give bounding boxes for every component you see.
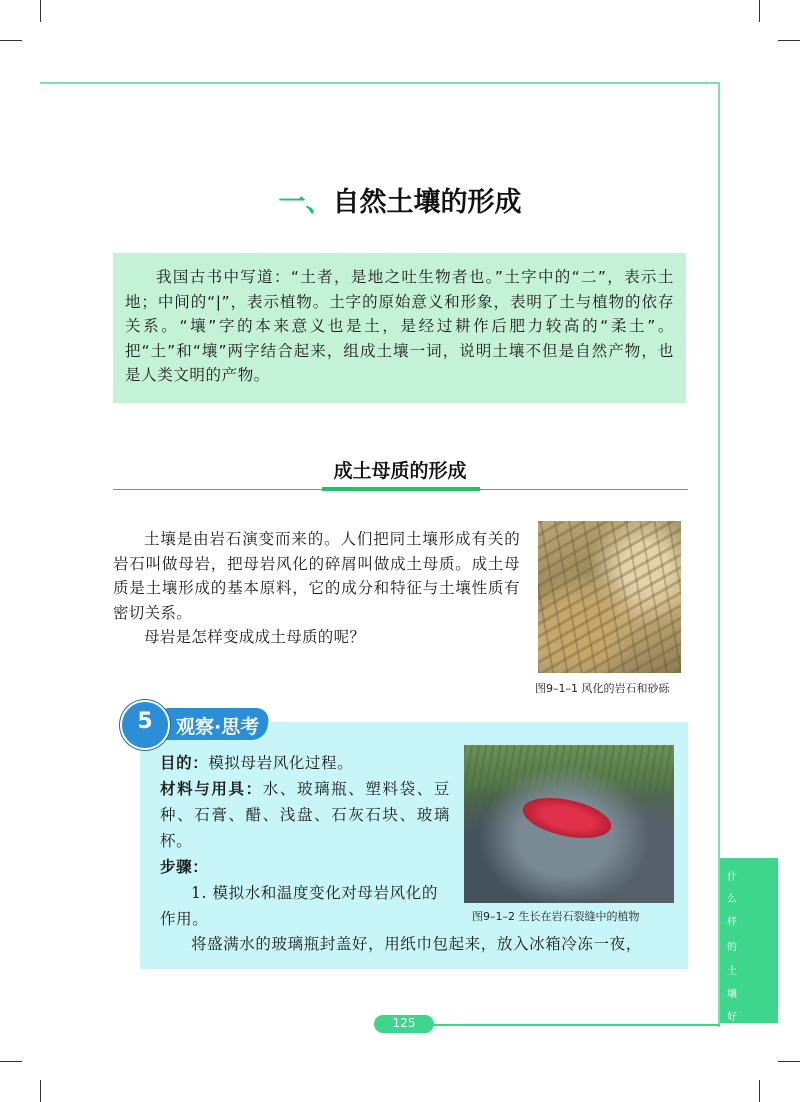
purpose-text: 模拟母岩风化过程。 bbox=[208, 754, 354, 772]
side-tab-char: 么 bbox=[727, 894, 737, 905]
steps-label: 步骤： bbox=[160, 858, 209, 876]
microscope-icon bbox=[120, 700, 170, 750]
crop-mark bbox=[40, 1080, 41, 1102]
crop-mark bbox=[40, 0, 41, 22]
figure-caption: 图9–1–2 生长在岩石裂缝中的植物 bbox=[472, 910, 640, 923]
step-1-detail: 将盛满水的玻璃瓶封盖好，用纸巾包起来，放入冰箱冷冻一夜， bbox=[191, 935, 642, 953]
side-tab-char: 的 bbox=[727, 942, 737, 953]
crop-mark bbox=[0, 40, 22, 41]
materials-label: 材料与用具： bbox=[160, 780, 263, 798]
chapter-side-tab bbox=[720, 858, 778, 1023]
title-text: 自然土壤的形成 bbox=[332, 187, 522, 218]
steps-line bbox=[160, 854, 450, 880]
page-title bbox=[0, 180, 800, 219]
step-1: 1. 模拟水和温度变化对母岩风化的作用。 bbox=[160, 884, 438, 928]
purpose-line bbox=[160, 750, 450, 776]
side-tab-char: 什 bbox=[727, 872, 737, 883]
intro-text: 我国古书中写道：“土者，是地之吐生物者也。”土字中的“二”，表示土地；中间的“|”，表示植物。土字的原始意义和形象，表明了土与植物的依存关系。“壤”字的本来意义也是土，是经过耕作后肥力较高的“柔土”。把“土”和“壤”两字结合起来，组成土壤一词，说明土壤不但是自然产物，也是人类文明的产物。 bbox=[125, 268, 674, 384]
body-paragraph: 土壤是由岩石演变而来的。人们把同土壤形成有关的岩石叫做母岩，把母岩风化的碎屑叫做成土母质。成土母质是土壤形成的基本原料，它的成分和特征与土壤性质有密切关系。 bbox=[113, 530, 520, 622]
side-tab-char: 样 bbox=[727, 917, 737, 928]
header-label: 观察·思考 bbox=[176, 716, 260, 738]
section-title: 成土母质的形成 bbox=[333, 460, 467, 482]
body-paragraph: 母岩是怎样变成成土母质的呢？ bbox=[144, 628, 366, 646]
section-body bbox=[113, 527, 520, 650]
side-tab-char: 土 bbox=[727, 966, 737, 977]
crop-mark bbox=[0, 1061, 22, 1062]
crop-mark bbox=[759, 1080, 760, 1102]
crop-mark bbox=[759, 0, 760, 22]
intro-box bbox=[113, 253, 686, 403]
crop-mark bbox=[778, 40, 800, 41]
materials-line bbox=[160, 776, 450, 854]
materials-text: 水、玻璃瓶、塑料袋、豆种、石膏、醋、浅盘、石灰石块、玻璃杯。 bbox=[160, 780, 450, 850]
title-number: 一、 bbox=[278, 187, 333, 218]
side-tab-char: 好 bbox=[727, 1012, 737, 1023]
weathered-rock-photo bbox=[538, 521, 681, 673]
red-plant bbox=[519, 791, 615, 845]
figure-caption: 图9–1–1 风化的岩石和砂砾 bbox=[535, 682, 670, 695]
crop-mark bbox=[778, 1061, 800, 1062]
observe-content bbox=[160, 750, 450, 932]
purpose-label: 目的： bbox=[160, 754, 209, 772]
section-title-underline bbox=[322, 487, 480, 491]
side-tab-char: 壤 bbox=[727, 989, 737, 1000]
page-number: 125 bbox=[392, 1016, 416, 1030]
icon-number: 5 bbox=[137, 709, 153, 734]
observe-think-header bbox=[120, 700, 280, 748]
page-frame-top bbox=[40, 82, 720, 84]
plant-in-rock-photo bbox=[464, 745, 674, 903]
